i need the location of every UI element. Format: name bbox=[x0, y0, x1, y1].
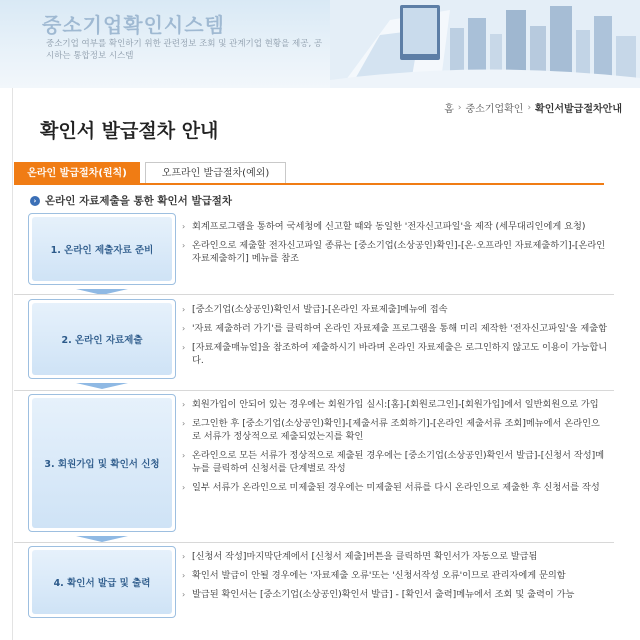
list-item: › '자료 제출하러 가기'를 클릭하여 온라인 자료제출 프로그램을 통해 미리 제작한 '전자신고파일'을 제출함 bbox=[182, 323, 607, 334]
chevron-right-icon: › bbox=[182, 419, 186, 428]
list-item: › 일부 서류가 온라인으로 미제출된 경우에는 미제출된 서류를 다시 온라인으로 제출한 후 신청서를 작성 bbox=[182, 482, 600, 493]
chevron-right-icon: › bbox=[182, 222, 186, 231]
list-item: › [신청서 작성]마지막단계에서 [신청서 제출]버튼을 클릭하면 확인서가 자동으로 발급됨 bbox=[182, 551, 538, 562]
chevron-right-icon: › bbox=[182, 305, 186, 314]
list-item: › 회계프로그램을 통하여 국세청에 신고할 때와 동일한 '전자신고파일'을 제작 (세무대리인에게 요청) bbox=[182, 221, 586, 232]
step-3-box bbox=[28, 394, 176, 532]
site-description: 중소기업 여부를 확인하기 위한 관련정보 조회 및 관계기업 현황을 제공, 공시하는 통합정보 시스템 bbox=[46, 39, 323, 61]
divider bbox=[14, 390, 614, 391]
chevron-right-icon: › bbox=[182, 571, 186, 580]
step-4-label: 4. 확인서 발급 및 출력 bbox=[53, 578, 151, 589]
tab-online-procedure[interactable]: 온라인 발급절차(원칙) bbox=[14, 162, 140, 183]
step-4-box bbox=[28, 546, 176, 618]
divider bbox=[14, 294, 614, 295]
section-heading-text: 온라인 자료제출을 통한 확인서 발급절차 bbox=[45, 195, 233, 207]
step-1-box bbox=[28, 213, 176, 285]
list-item: › [자료제출매뉴얼]을 참조하여 제출하시기 바라며 온라인 자료제출은 로그인하지 않고도 이용이 가능합니다. bbox=[182, 342, 608, 366]
section-heading bbox=[30, 193, 232, 208]
breadcrumb-home[interactable]: 홈 bbox=[444, 104, 454, 115]
chevron-right-icon: › bbox=[182, 552, 186, 561]
list-item: › [중소기업(소상공인)확인서 발급]-[온라인 자료제출]메뉴에 접속 bbox=[182, 304, 448, 315]
chevron-right-icon: › bbox=[182, 343, 186, 352]
step-3-label: 3. 회원가입 및 확인서 신청 bbox=[44, 459, 160, 470]
list-item: › 온라인으로 제출할 전자신고파일 종류는 [중소기업(소상공인)확인]-[온·오프라인 자료제출하기]-[온라인 자료제출하기] 메뉴를 참조 bbox=[182, 240, 606, 264]
step-4-items bbox=[182, 550, 608, 607]
list-item: › 로그인한 후 [중소기업(소상공인)확인]-[제출서류 조회하기]-[온라인 제출서류 조회]메뉴에서 온라인으로 서류가 정상적으로 제출되었는지를 확인 bbox=[182, 418, 600, 442]
chevron-right-icon: › bbox=[527, 102, 532, 113]
chevron-right-icon: › bbox=[182, 400, 186, 409]
site-title[interactable]: 중소기업확인시스템 bbox=[42, 13, 225, 37]
step-3-items bbox=[182, 398, 608, 500]
divider bbox=[14, 542, 614, 543]
chevron-right-icon: › bbox=[182, 483, 186, 492]
step-1-label: 1. 온라인 제출자료 준비 bbox=[50, 245, 154, 256]
step-1-items bbox=[182, 220, 608, 271]
step-2-label: 2. 온라인 자료제출 bbox=[61, 335, 143, 346]
list-item: › 확인서 발급이 안될 경우에는 '자료제출 오류'또는 '신청서작성 오류'이므로 관리자에게 문의함 bbox=[182, 570, 566, 581]
breadcrumb-parent[interactable]: 중소기업확인 bbox=[465, 104, 524, 115]
step-2-items bbox=[182, 303, 608, 373]
chevron-right-icon: › bbox=[182, 590, 186, 599]
city-illustration bbox=[330, 0, 640, 88]
chevron-right-icon: › bbox=[30, 196, 40, 206]
header-banner bbox=[0, 0, 640, 88]
breadcrumb bbox=[444, 100, 622, 115]
down-arrow-icon bbox=[76, 383, 128, 389]
list-item: › 회원가입이 안되어 있는 경우에는 회원가입 실시:[홈]-[회원로그인]-[회원가입]에서 일반회원으로 가입 bbox=[182, 399, 599, 410]
chevron-right-icon: › bbox=[182, 241, 186, 250]
list-item: › 발급된 확인서는 [중소기업(소상공인)확인서 발급] - [확인서 출력]메뉴에서 조회 및 출력이 가능 bbox=[182, 589, 575, 600]
chevron-right-icon: › bbox=[182, 451, 186, 460]
chevron-right-icon: › bbox=[182, 324, 186, 333]
breadcrumb-current: 확인서발급절차안내 bbox=[535, 104, 622, 115]
page-title: 확인서 발급절차 안내 bbox=[40, 120, 219, 142]
content-border bbox=[12, 88, 13, 640]
tab-bar bbox=[14, 162, 604, 185]
tab-offline-procedure[interactable]: 오프라인 발급절차(예외) bbox=[145, 162, 286, 183]
list-item: › 온라인으로 모든 서류가 정상적으로 제출된 경우에는 [중소기업(소상공인)확인서 발급]-[신청서 작성]메뉴를 클릭하여 신청서를 단계별로 작성 bbox=[182, 450, 605, 474]
step-2-box bbox=[28, 299, 176, 379]
chevron-right-icon: › bbox=[457, 102, 462, 113]
